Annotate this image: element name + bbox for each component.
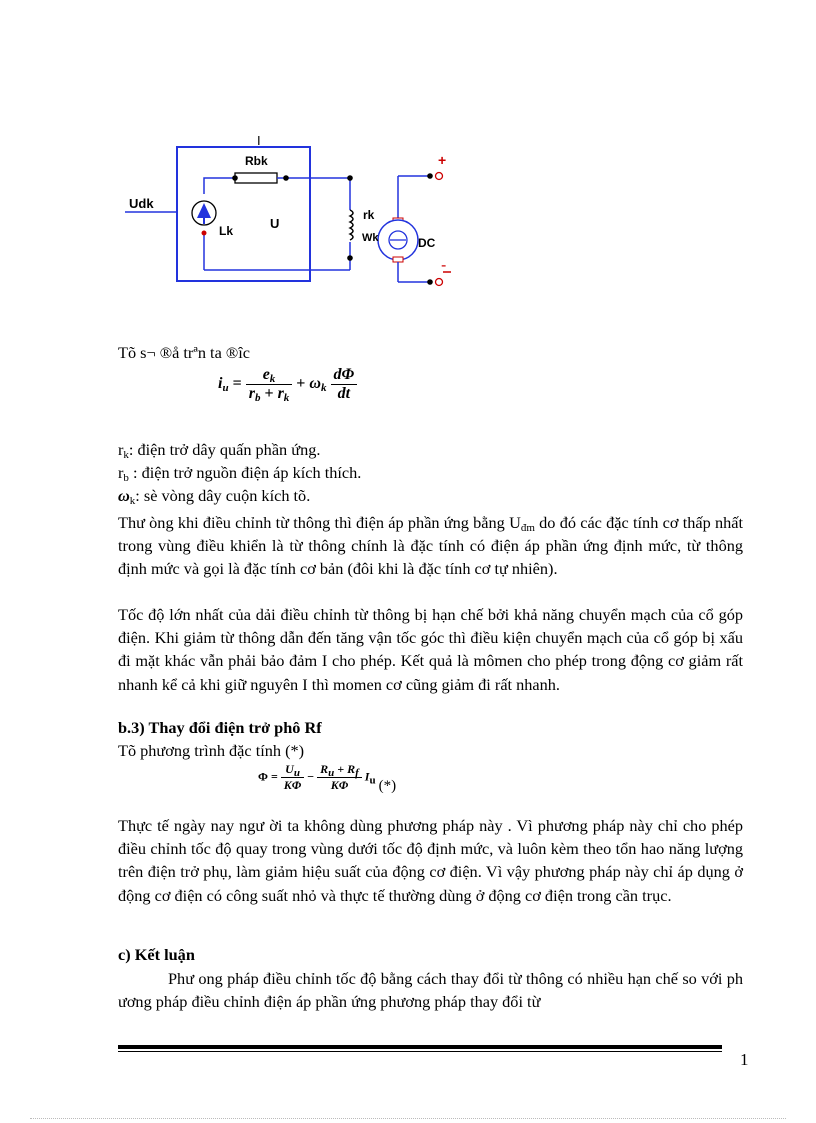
intro2-text: Tõ phương trình đặc tính (*) bbox=[118, 741, 305, 760]
heading-b3: b.3) Thay đổi điện trở phô Rf bbox=[118, 718, 322, 737]
page-number: 1 bbox=[740, 1050, 749, 1069]
paragraph-speed-limit: Tốc độ lớn nhất của dải điều chỉnh từ thông bị hạn chế bởi khả năng chuyển mạch của cổ góp điện. Khi giảm từ thông dẫn đến tăng vận tốc góc thì điều kiện chuyển mạch của cổ góp bị xấu đi mặt khác vẫn phải bảo đảm I cho phép. Kết quả là mômen cho phép trong động cơ giảm rất nhanh kể cả khi giữ nguyên I thì momen cơ cũng giảm đi rất nhanh. bbox=[118, 605, 743, 694]
definition-rk: $r_k$: điện trở dây quấn phần ứng. bbox=[118, 440, 321, 461]
label-rbk: Rbk bbox=[245, 154, 268, 168]
paragraph-resistance-method: Thực tế ngày nay ngư ời ta không dùng phương pháp này . Vì phương pháp này chỉ cho phép điều chỉnh tốc độ quay trong vùng dưới tốc độ định mức, và luôn kèm theo tổn hao năng lượng trên điện trở phụ, làm giảm hiệu suất của động cơ điện. Vì vậy phương pháp này chỉ áp dụng ở động cơ điện có công suất nhỏ và thực tế thường dùng ở động cơ điện trong cần trục. bbox=[118, 816, 743, 905]
rk-winding bbox=[350, 210, 353, 240]
label-plus: + bbox=[438, 152, 447, 168]
equation-armature-current: $i_u$ = $\frac{e_k}{r_b + r_k}$ + $\omega_k$ $\frac{d\Phi}{dt}$ bbox=[218, 366, 357, 403]
intro-text: Tõ s¬ ®å trªn ta ®îc bbox=[118, 343, 250, 362]
definition-wk: $\omega_k$: sè vòng dây cuộn kích tõ. bbox=[118, 486, 311, 507]
equation-flux: Φ = $\frac{U_u}{K\Phi}$ − $\frac{R_u + R_f}{K\Phi}$ $I_u$ (*) bbox=[258, 762, 397, 795]
label-dc: DC bbox=[418, 236, 436, 250]
label-udk: Udk bbox=[129, 196, 154, 211]
label-u: U bbox=[270, 216, 280, 231]
circuit-diagram bbox=[125, 132, 465, 292]
paragraph-conclusion: Phư ong pháp điều chỉnh tốc độ bằng cách thay đổi từ thông có nhiều hạn chế so với ph ương pháp điều chỉnh điện áp phần ứng phương pháp thay đổi từ bbox=[118, 969, 743, 1012]
page-boundary bbox=[30, 1118, 786, 1119]
label-minus: - bbox=[441, 257, 447, 274]
heading-conclusion: c) Kết luận bbox=[118, 945, 195, 964]
definition-rb: $r_b$ : điện trở nguồn điện áp kích thích. bbox=[118, 463, 362, 484]
label-current: I bbox=[257, 133, 261, 148]
label-wk: Wk bbox=[362, 232, 379, 244]
paragraph-field-control: Thư òng khi điều chỉnh từ thông thì điện áp phần ứng bằng $U_{đm}$ do đó các đặc tính cơ thấp nhất trong vùng điều khiển là từ thông chính là đặc tính có điện áp phần ứng định mức, từ thông định mức và gọi là đặc tính cơ bản (đôi khi là đặc tính cơ tự nhiên). bbox=[118, 513, 744, 579]
footer-rule bbox=[118, 1045, 722, 1049]
rbk-resistor bbox=[235, 173, 277, 183]
footer-rule-thin bbox=[118, 1051, 722, 1052]
label-lk: Lk bbox=[219, 224, 234, 238]
label-rk: rk bbox=[363, 208, 375, 222]
